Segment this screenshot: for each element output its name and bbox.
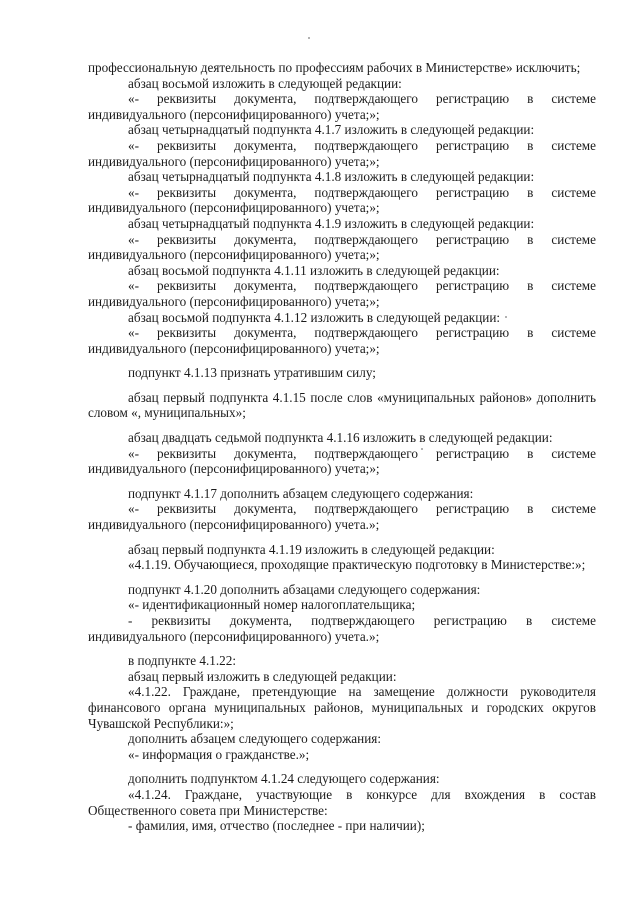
paragraph: подпункт 4.1.17 дополнить абзацем следующего содержания:	[128, 485, 474, 501]
paragraph: «- реквизиты документа, подтверждающего регистрацию в системе индивидуального (персонифицированного) учета;»;	[88, 325, 596, 356]
paragraph: абзац четырнадцатый подпункта 4.1.9 изложить в следующей редакции:	[128, 215, 535, 231]
paragraph: подпункт 4.1.13 признать утратившим силу;	[128, 365, 376, 381]
paragraph: абзац первый подпункта 4.1.19 изложить в следующей редакции:	[128, 541, 495, 557]
paragraph: «- реквизиты документа, подтверждающего регистрацию в системе индивидуального (персонифицированного) учета;»;	[88, 137, 596, 169]
paragraph: «4.1.22. Граждане, претендующие на замещение должности руководителя финансового органа муниципальных районов, муниципальных и городских округов Чувашской Республики:»;	[88, 684, 596, 731]
paragraph: «- реквизиты документа, подтверждающего регистрацию в системе индивидуального (персонифицированного) учета;»;	[88, 445, 596, 477]
paragraph: абзац восьмой подпункта 4.1.11 изложить в следующей редакции:	[128, 262, 500, 278]
paragraph: «- реквизиты документа, подтверждающего регистрацию в системе индивидуального (персонифицированного) учета.»;	[88, 501, 596, 533]
paragraph: «- информация о гражданстве.»;	[128, 746, 310, 762]
paragraph: абзац восьмой подпункта 4.1.12 изложить в следующей редакции:	[128, 309, 501, 325]
paragraph: «- реквизиты документа, подтверждающего регистрацию в системе индивидуального (персонифицированного) учета;»;	[88, 278, 596, 309]
paragraph: абзац восьмой изложить в следующей редакции:	[128, 75, 402, 91]
paragraph: абзац первый изложить в следующей редакции:	[128, 668, 397, 684]
paragraph: «- реквизиты документа, подтверждающего регистрацию в системе индивидуального (персонифицированного) учета;»;	[88, 91, 596, 122]
paragraph: абзац четырнадцатый подпункта 4.1.7 изложить в следующей редакции:	[128, 122, 535, 138]
paragraph: дополнить подпунктом 4.1.24 следующего содержания:	[128, 771, 440, 787]
paragraph: абзац двадцать седьмой подпункта 4.1.16 изложить в следующей редакции:	[128, 430, 553, 446]
paragraph: абзац четырнадцатый подпункта 4.1.8 изложить в следующей редакции:	[128, 169, 535, 185]
paragraph: «4.1.24. Граждане, участвующие в конкурсе для вхождения в состав Общественного совета при Министерстве:	[88, 786, 596, 818]
paragraph: дополнить абзацем следующего содержания:	[128, 731, 382, 747]
paragraph: абзац первый подпункта 4.1.15 после слов «муниципальных районов» дополнить словом «, муниципальных»;	[88, 389, 596, 421]
paragraph: в подпункте 4.1.22:	[128, 653, 236, 669]
paragraph: подпункт 4.1.20 дополнить абзацами следующего содержания:	[128, 581, 481, 597]
paragraph: «- реквизиты документа, подтверждающего регистрацию в системе индивидуального (персонифицированного) учета;»;	[88, 231, 596, 263]
paragraph: - фамилия, имя, отчество (последнее - при наличии);	[128, 818, 425, 834]
document-body	[88, 60, 596, 834]
paragraph: «- реквизиты документа, подтверждающего регистрацию в системе индивидуального (персонифицированного) учета;»;	[88, 184, 596, 216]
paragraph: «4.1.19. Обучающиеся, проходящие практическую подготовку в Министерстве:»;	[128, 557, 586, 573]
paragraph: профессиональную деятельность по профессиям рабочих в Министерстве» исключить;	[88, 60, 581, 75]
paragraph: - реквизиты документа, подтверждающего регистрацию в системе индивидуального (персонифицированного) учета.»;	[88, 613, 596, 644]
paragraph: «- идентификационный номер налогоплательщика;	[128, 597, 416, 613]
scan-speck	[308, 37, 310, 39]
